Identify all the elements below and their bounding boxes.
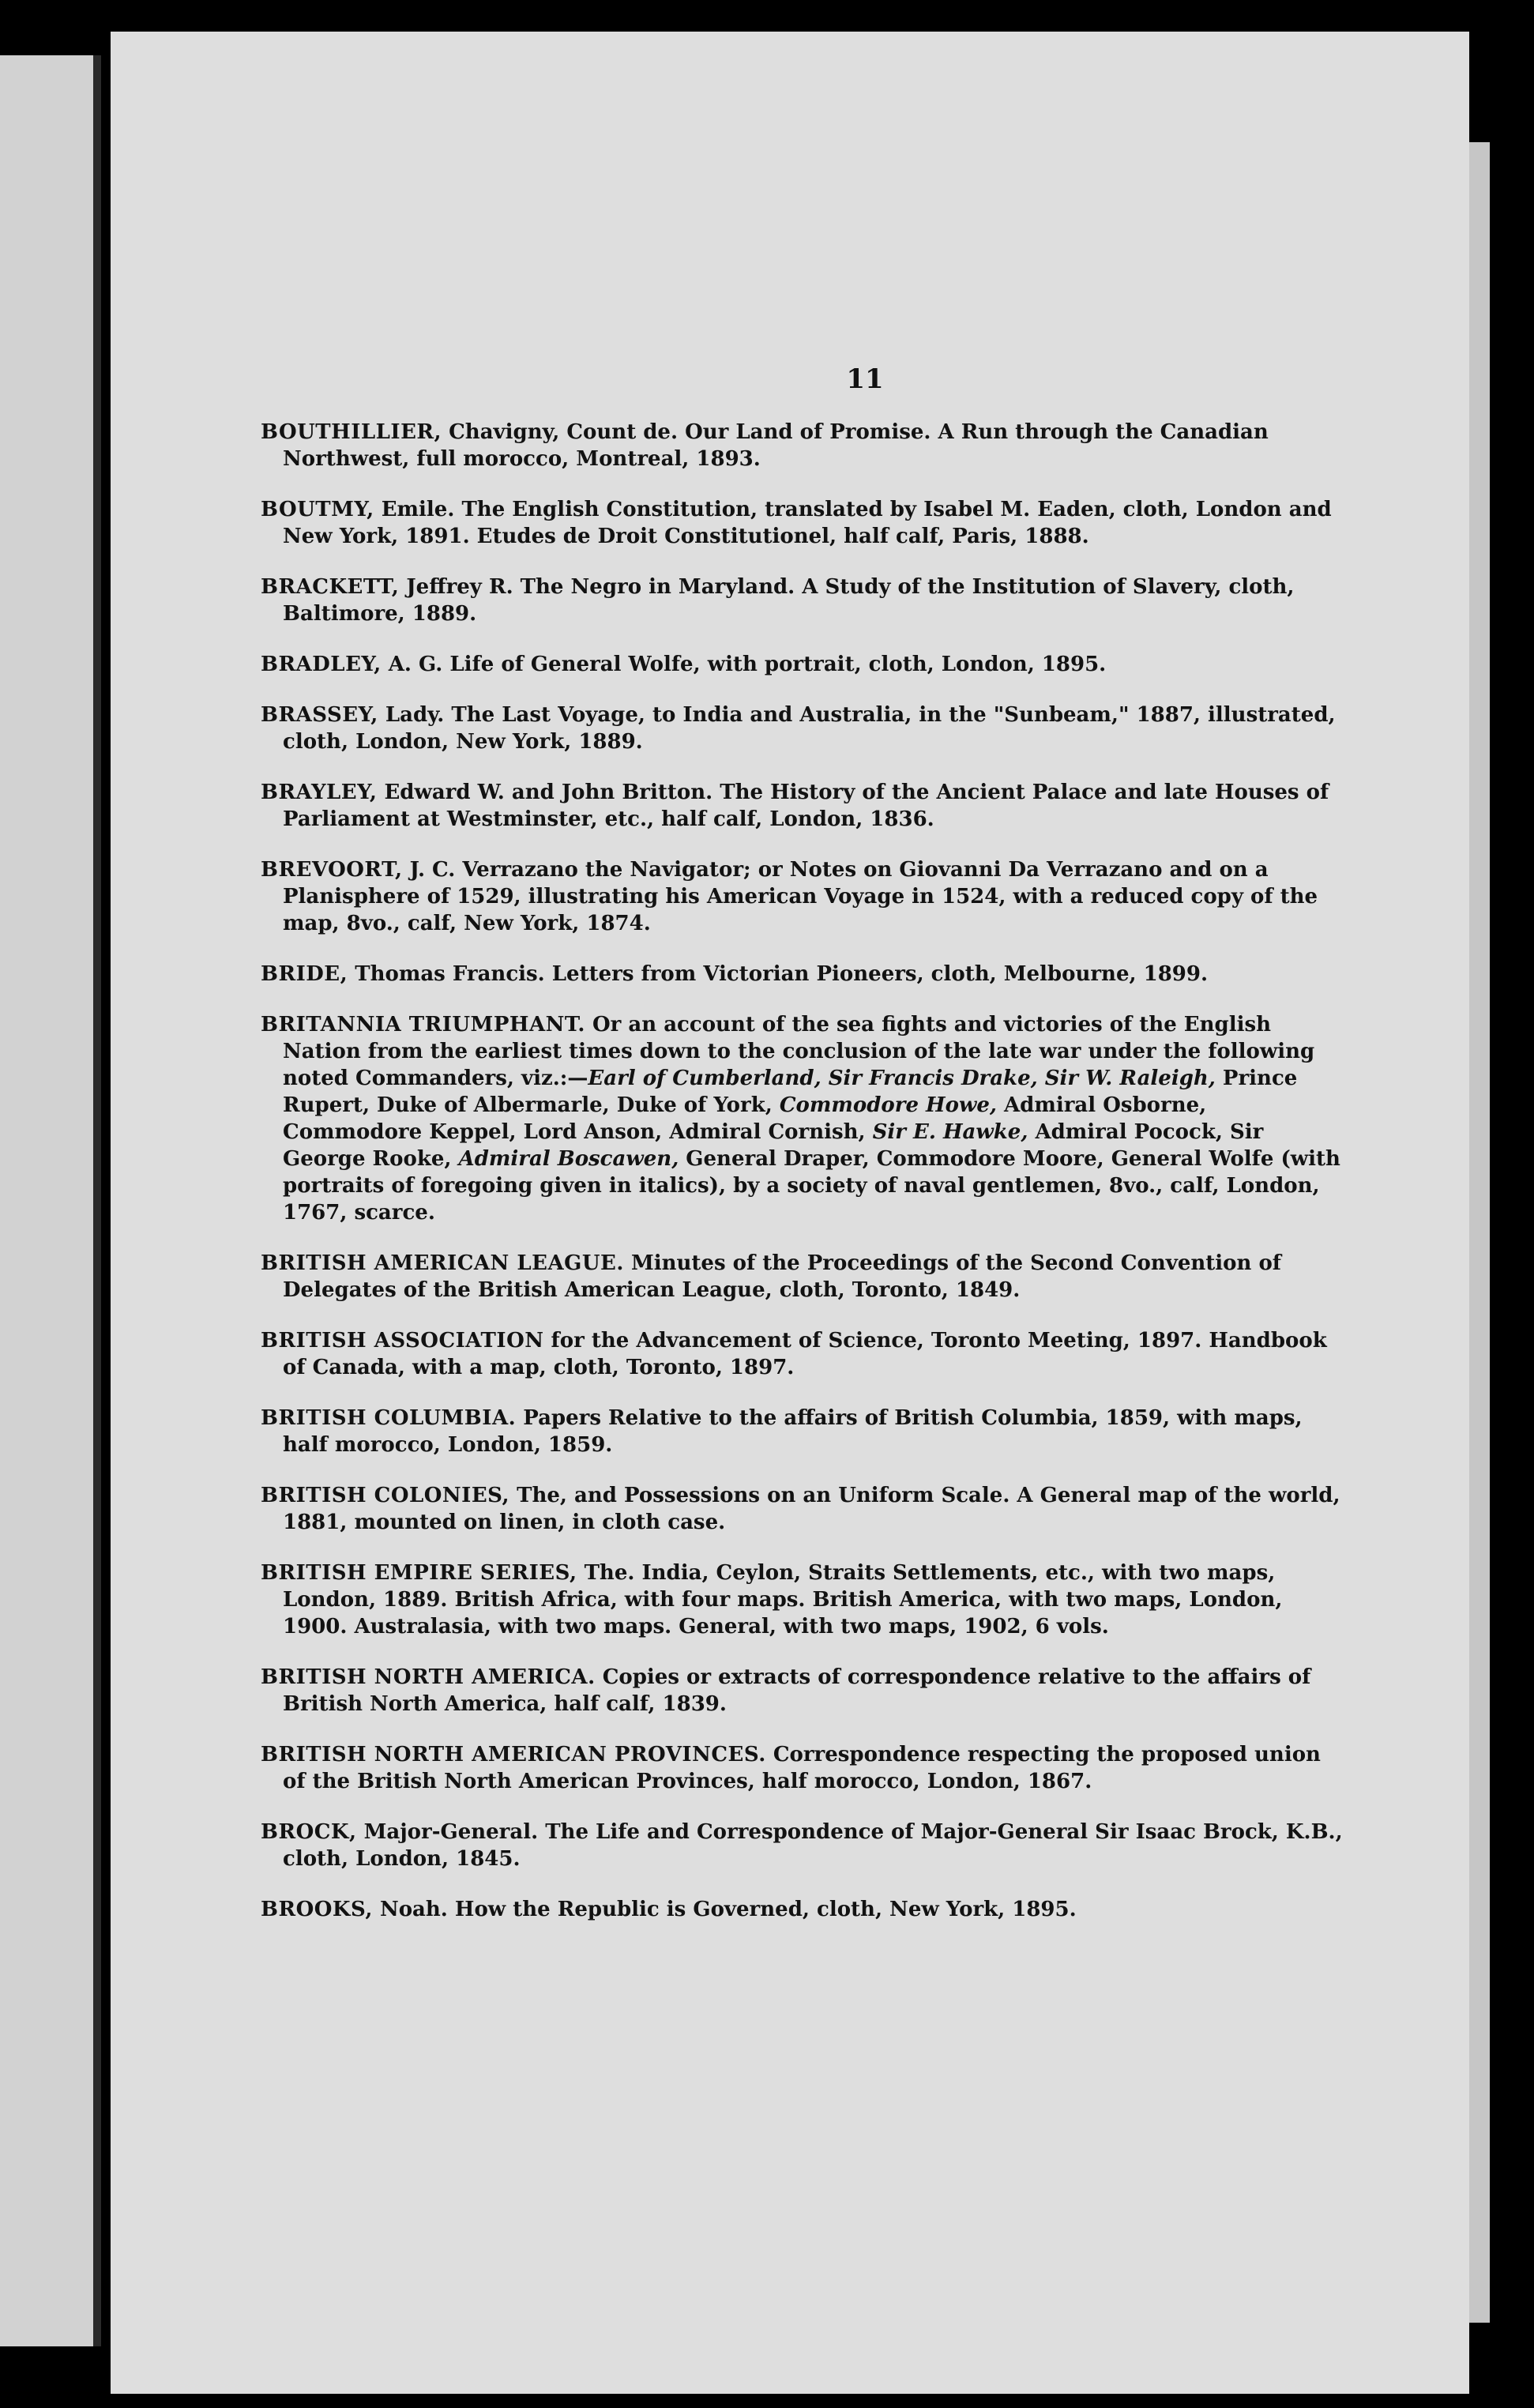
entry-text: Jeffrey R. The Negro in Maryland. A Study of the Institution of Slavery, cloth, Baltimore, 1889. [283, 575, 1295, 626]
entry-heading: BREVOORT, [261, 858, 403, 882]
entry-text-italic: Sir E. Hawke, [872, 1120, 1028, 1144]
catalogue-page [111, 32, 1469, 2394]
entry-text: The. India, Ceylon, Straits Settlements, etc., with two maps, London, 1889. British Africa, with four maps. British America, with two maps, London, 1900. Australasia, with two maps. General, with two maps, 1902, 6 vols. [283, 1561, 1283, 1639]
catalogue-entry [261, 496, 1343, 550]
entry-heading: BOUTHILLIER, [261, 420, 442, 444]
page-gutter [93, 55, 101, 2346]
catalogue-entry [261, 1011, 1343, 1226]
catalogue-entry [261, 574, 1343, 627]
entry-text: for the Advancement of Science, Toronto Meeting, 1897. Handbook of Canada, with a map, cloth, Toronto, 1897. [283, 1329, 1327, 1379]
entry-heading: BOUTMY, [261, 498, 374, 521]
entry-heading: BRITANNIA TRIUMPHANT. [261, 1013, 585, 1037]
entry-text-part: Admiral Pocock, Sir George Rooke, [283, 1120, 1264, 1171]
entry-text-italic: Admiral Boscawen, [458, 1147, 679, 1171]
entry-heading: BRACKETT, [261, 575, 400, 599]
entry-text-part: Prince Rupert, Duke of Albermarle, Duke of York, [283, 1067, 1298, 1117]
catalogue-entry [261, 702, 1343, 755]
entry-heading: BRADLEY, [261, 653, 382, 676]
catalogue-entry [261, 1819, 1343, 1872]
entry-text: Lady. The Last Voyage, to India and Australia, in the "Sunbeam," 1887, illustrated, cloth, London, New York, 1889. [283, 703, 1336, 754]
entry-heading: BRITISH NORTH AMERICA. [261, 1665, 596, 1689]
catalogue-entry [261, 1741, 1343, 1795]
catalogue-entry [261, 1896, 1343, 1923]
entry-text-italic: Commodore Howe, [779, 1093, 997, 1117]
entry-text: Thomas Francis. Letters from Victorian Pioneers, cloth, Melbourne, 1899. [348, 962, 1209, 986]
catalogue-entry [261, 1664, 1343, 1718]
entry-text: Correspondence respecting the proposed union of the British North American Provinces, half morocco, London, 1867. [283, 1743, 1321, 1793]
entry-text-italic: Earl of Cumberland, Sir Francis Drake, Sir W. Raleigh, [588, 1067, 1216, 1090]
entry-text-part: General Draper, Commodore Moore, General Wolfe (with portraits of foregoing given in italics), by a society of naval gentlemen, 8vo., calf, London, 1767, scarce. [283, 1147, 1340, 1225]
entry-text: J. C. Verrazano the Navigator; or Notes on Giovanni Da Verrazano and on a Planisphere of 1529, illustrating his American Voyage in 1524, with a reduced copy of the map, 8vo., calf, New York, 1874. [283, 858, 1318, 935]
catalogue-entry [261, 1250, 1343, 1304]
entry-text: Minutes of the Proceedings of the Second Convention of Delegates of the British American League, cloth, Toronto, 1849. [283, 1251, 1281, 1302]
entry-text-part: Admiral Osborne, Commodore Keppel, Lord Anson, Admiral Cornish, [283, 1093, 1207, 1144]
entry-heading: BRAYLEY, [261, 781, 378, 804]
catalogue-entry [261, 779, 1343, 833]
entry-heading: BROCK, [261, 1820, 357, 1844]
entry-text: Emile. The English Constitution, translated by Isabel M. Eaden, cloth, London and New York, 1891. Etudes de Droit Constitutionel, half calf, Paris, 1888. [283, 498, 1332, 548]
catalogue-entry [261, 1327, 1343, 1381]
entry-heading: BROOKS, [261, 1898, 373, 1921]
catalogue-entry [261, 1482, 1343, 1536]
entry-heading: BRITISH COLONIES, [261, 1484, 510, 1507]
entry-text: Copies or extracts of correspondence relative to the affairs of British North America, half calf, 1839. [283, 1665, 1311, 1716]
entry-text: The, and Possessions on an Uniform Scale. A General map of the world, 1881, mounted on linen, in cloth case. [283, 1484, 1340, 1534]
entry-heading: BRITISH ASSOCIATION [261, 1329, 544, 1353]
catalogue-entry [261, 651, 1343, 678]
entry-heading: BRITISH NORTH AMERICAN PROVINCES. [261, 1743, 766, 1766]
entry-text: Noah. How the Republic is Governed, cloth, New York, 1895. [372, 1898, 1077, 1921]
catalogue-entry [261, 1560, 1343, 1640]
entry-heading: BRITISH AMERICAN LEAGUE. [261, 1251, 624, 1275]
entry-heading: BRASSEY, [261, 703, 378, 727]
entry-text: A. G. Life of General Wolfe, with portrait, cloth, London, 1895. [381, 653, 1107, 676]
entry-text: Edward W. and John Britton. The History of the Ancient Palace and late Houses of Parliament at Westminster, etc., half calf, London, 1836. [283, 781, 1329, 831]
catalogue-entry [261, 961, 1343, 988]
entry-heading: BRIDE, [261, 962, 348, 986]
catalogue-entry [261, 419, 1343, 472]
entry-text: Major-General. The Life and Correspondence of Major-General Sir Isaac Brock, K.B., cloth, London, 1845. [283, 1820, 1343, 1871]
entry-heading: BRITISH EMPIRE SERIES, [261, 1561, 577, 1585]
entry-text: Papers Relative to the affairs of British Columbia, 1859, with maps, half morocco, London, 1859. [283, 1406, 1303, 1457]
page-number: 11 [846, 363, 884, 395]
facing-page-edge [0, 55, 95, 2346]
catalogue-entries [261, 419, 1343, 1947]
catalogue-entry [261, 856, 1343, 937]
entry-text-part: Or an account of the sea fights and victories of the English Nation from the earliest times down to the conclusion of the late war under the following noted Commanders, viz.:— [283, 1013, 1315, 1090]
page-right-edge [1468, 142, 1490, 2323]
entry-heading: BRITISH COLUMBIA. [261, 1406, 517, 1430]
catalogue-entry [261, 1405, 1343, 1458]
entry-text: Chavigny, Count de. Our Land of Promise. A Run through the Canadian Northwest, full morocco, Montreal, 1893. [283, 420, 1269, 471]
